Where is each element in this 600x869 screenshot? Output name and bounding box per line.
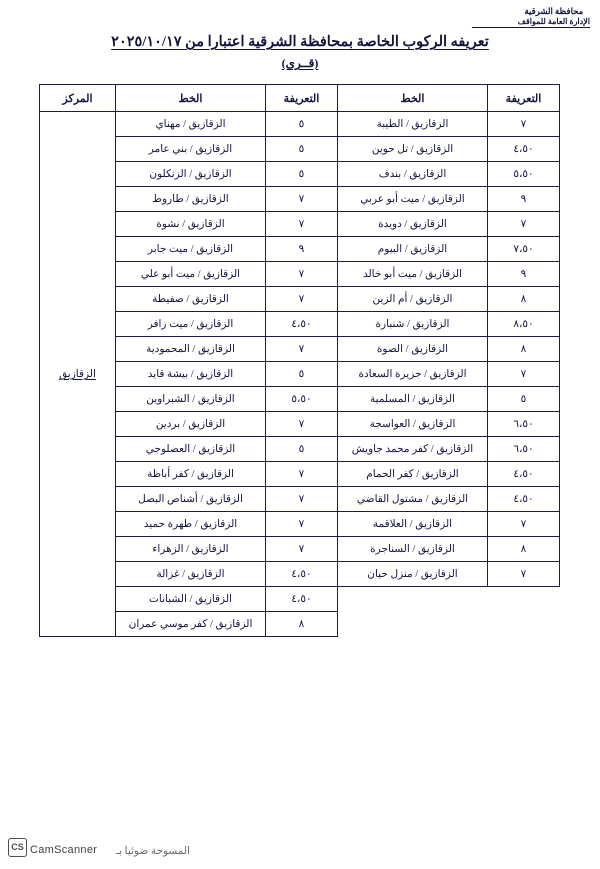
- cell-fare-right: ٧: [266, 512, 338, 537]
- cell-line-left: [338, 587, 488, 612]
- camscanner-badge-icon: CS: [8, 838, 27, 857]
- cell-line-left: الزقازيق / الصوة: [338, 337, 488, 362]
- table-row: [40, 512, 560, 537]
- cell-line-right: الزقازيق / ميت أبو علي: [116, 262, 266, 287]
- cell-line-right: الزقازيق / كفر أباظة: [116, 462, 266, 487]
- table-row: [40, 362, 560, 387]
- cell-line-left: الزقازيق / مشتول القاضي: [338, 487, 488, 512]
- title-block: [0, 34, 600, 71]
- cell-line-left: الزقازيق / جزيرة السعادة: [338, 362, 488, 387]
- cell-fare-left: ٧: [488, 212, 560, 237]
- cell-line-left: الزقازيق / بندف: [338, 162, 488, 187]
- cell-fare-right: ٧: [266, 262, 338, 287]
- cell-fare-right: ٥: [266, 137, 338, 162]
- cell-fare-left: ٧: [488, 512, 560, 537]
- table-row: [40, 137, 560, 162]
- cell-fare-right: ٧: [266, 287, 338, 312]
- header-center: المركز: [40, 85, 116, 112]
- camscanner-note: المسوحة ضوئيا بـ: [116, 846, 190, 857]
- cell-line-left: الزقازيق / كفر الحمام: [338, 462, 488, 487]
- cell-fare-right: ٧: [266, 212, 338, 237]
- cell-line-right: الزقازيق / أشناص البصل: [116, 487, 266, 512]
- cell-line-right: الزقازيق / الزهراء: [116, 537, 266, 562]
- cell-fare-left: ٤،٥٠: [488, 487, 560, 512]
- cell-fare-left: ٦،٥٠: [488, 412, 560, 437]
- cell-fare-right: ٧: [266, 187, 338, 212]
- page-title: تعريفه الركوب الخاصة بمحافظة الشرقية اعتبارا من ٢٠٢٥/١٠/١٧: [111, 34, 489, 50]
- cell-line-right: الزقازيق / طاروط: [116, 187, 266, 212]
- cell-fare-left: ٦،٥٠: [488, 437, 560, 462]
- document-header: [518, 6, 590, 28]
- table-row: [40, 312, 560, 337]
- cell-line-left: الزقازيق / كفر محمد جاويش: [338, 437, 488, 462]
- table-row: [40, 562, 560, 587]
- table-body: [40, 112, 560, 637]
- cell-line-left: الزقازيق / العواسجة: [338, 412, 488, 437]
- header-fare-left: التعريفة: [488, 85, 560, 112]
- cell-line-left: الزقازيق / السناجرة: [338, 537, 488, 562]
- cell-fare-left: [488, 587, 560, 612]
- cell-line-right: الزقازيق / بيشة قايد: [116, 362, 266, 387]
- fares-table: [39, 84, 560, 637]
- cell-fare-left: ٧: [488, 562, 560, 587]
- cell-fare-left: ٥: [488, 387, 560, 412]
- cell-line-right: الزقازيق / المحمودية: [116, 337, 266, 362]
- header-divider: [472, 27, 590, 28]
- cell-line-left: الزقازيق / منزل حيان: [338, 562, 488, 587]
- cell-fare-right: ٧: [266, 487, 338, 512]
- table-row: [40, 462, 560, 487]
- table-row: [40, 537, 560, 562]
- cell-line-left: الزقازيق / دويدة: [338, 212, 488, 237]
- header-line-right: الخط: [116, 85, 266, 112]
- cell-line-left: الزقازيق / المسلمية: [338, 387, 488, 412]
- cell-line-right: الزقازيق / كفر موسي عمران: [116, 612, 266, 637]
- cell-line-right: الزقازيق / الشبراوين: [116, 387, 266, 412]
- table-row: [40, 162, 560, 187]
- cell-fare-right: ٤،٥٠: [266, 587, 338, 612]
- cell-fare-left: ٧: [488, 362, 560, 387]
- cell-fare-right: ٨: [266, 612, 338, 637]
- cell-fare-right: ٥،٥٠: [266, 387, 338, 412]
- cell-line-right: الزقازيق / الزنكلون: [116, 162, 266, 187]
- table-row: [40, 587, 560, 612]
- table-header-row: [40, 85, 560, 112]
- cell-fare-left: ٤،٥٠: [488, 137, 560, 162]
- cell-fare-left: ٨،٥٠: [488, 312, 560, 337]
- cell-fare-right: ٥: [266, 112, 338, 137]
- cell-line-left: الزقازيق / البيوم: [338, 237, 488, 262]
- table-row: [40, 337, 560, 362]
- table-row: [40, 387, 560, 412]
- cell-line-right: الزقازيق / الشبانات: [116, 587, 266, 612]
- cell-fare-left: ٨: [488, 537, 560, 562]
- cell-line-right: الزقازيق / ميت زافر: [116, 312, 266, 337]
- table-row: [40, 487, 560, 512]
- cell-fare-left: ٨: [488, 337, 560, 362]
- cell-fare-right: ٥: [266, 362, 338, 387]
- cell-fare-left: ٧: [488, 112, 560, 137]
- cell-line-right: الزقازيق / غزالة: [116, 562, 266, 587]
- cell-fare-left: ٧،٥٠: [488, 237, 560, 262]
- footer-watermark: [0, 835, 600, 857]
- cell-fare-right: ٥: [266, 437, 338, 462]
- table-row: [40, 287, 560, 312]
- cell-fare-right: ٧: [266, 337, 338, 362]
- cell-fare-left: ٤،٥٠: [488, 462, 560, 487]
- cell-fare-left: ٨: [488, 287, 560, 312]
- cell-line-left: الزقازيق / ميت أبو عربي: [338, 187, 488, 212]
- table-row: [40, 212, 560, 237]
- cell-line-right: الزقازيق / مهناي: [116, 112, 266, 137]
- governorate-name: محافظة الشرقية: [524, 6, 584, 16]
- cell-line-left: الزقازيق / شنبارة: [338, 312, 488, 337]
- cell-fare-left: ٩: [488, 262, 560, 287]
- cell-line-left: الزقازيق / أم الزين: [338, 287, 488, 312]
- cell-line-right: الزقازيق / بني عامر: [116, 137, 266, 162]
- cell-fare-right: ٧: [266, 462, 338, 487]
- cell-fare-left: ٩: [488, 187, 560, 212]
- cell-line-left: الزقازيق / ميت أبو خالد: [338, 262, 488, 287]
- cell-line-left: الزقازيق / تل حوين: [338, 137, 488, 162]
- cell-line-right: الزقازيق / صفيطة: [116, 287, 266, 312]
- cell-line-left: الزقازيق / العلاقمة: [338, 512, 488, 537]
- cell-line-left: [338, 612, 488, 637]
- table-row: [40, 412, 560, 437]
- header-fare-right: التعريفة: [266, 85, 338, 112]
- cell-center-name: الزقازيق: [40, 112, 116, 637]
- cell-fare-left: ٥،٥٠: [488, 162, 560, 187]
- table-row: [40, 187, 560, 212]
- fares-table-wrap: [40, 84, 560, 637]
- cell-line-right: الزقازيق / نشوة: [116, 212, 266, 237]
- cell-fare-right: ٤،٥٠: [266, 562, 338, 587]
- cell-fare-right: ٤،٥٠: [266, 312, 338, 337]
- cell-fare-right: ٧: [266, 537, 338, 562]
- table-row: [40, 262, 560, 287]
- camscanner-label: CamScanner: [30, 844, 98, 856]
- cell-line-left: الزقازيق / الطيبة: [338, 112, 488, 137]
- cell-line-right: الزقازيق / العصلوجي: [116, 437, 266, 462]
- cell-fare-right: ٩: [266, 237, 338, 262]
- cell-fare-right: ٥: [266, 162, 338, 187]
- cell-line-right: الزقازيق / طهرة حميد: [116, 512, 266, 537]
- cell-line-right: الزقازيق / ميت جابر: [116, 237, 266, 262]
- table-row: [40, 437, 560, 462]
- cell-fare-right: ٧: [266, 412, 338, 437]
- department-name: الإدارة العامة للمواقف: [517, 17, 590, 27]
- cell-line-right: الزقازيق / بردين: [116, 412, 266, 437]
- table-row: [40, 612, 560, 637]
- header-line-left: الخط: [338, 85, 488, 112]
- cell-fare-left: [488, 612, 560, 637]
- table-row: [40, 112, 560, 137]
- table-row: [40, 237, 560, 262]
- page-subtitle: (قــرى): [281, 56, 319, 70]
